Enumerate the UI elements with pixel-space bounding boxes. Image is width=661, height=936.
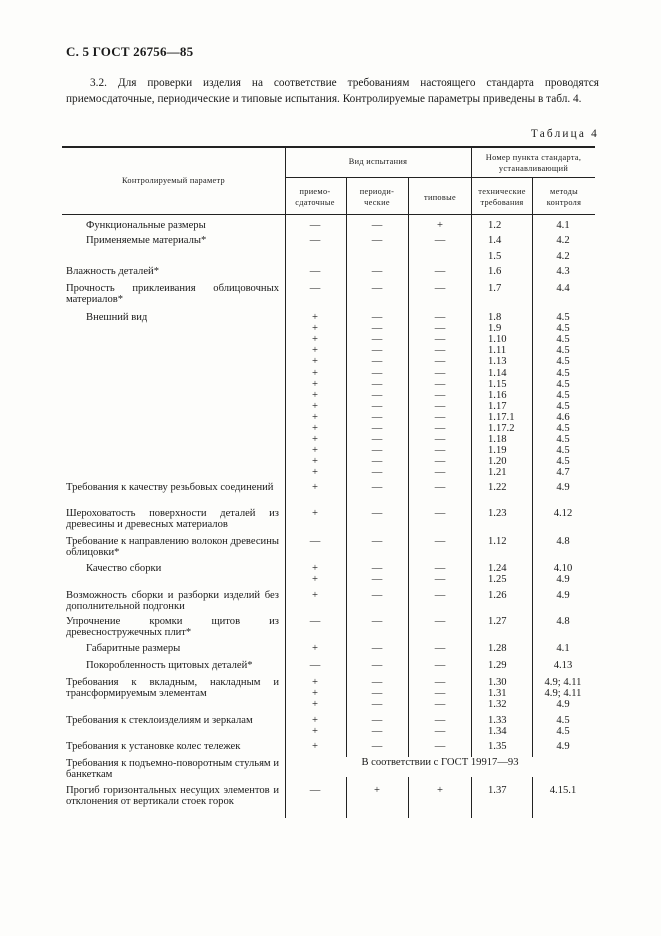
methods-cell: 4.5	[556, 434, 570, 446]
periodic-cell: —	[371, 726, 383, 738]
param-label: Габаритные размеры	[86, 643, 181, 654]
typical-cell: —	[434, 445, 446, 457]
methods-cell: 4.5	[556, 715, 570, 726]
col-divider-4b	[471, 777, 472, 818]
periodic-cell: —	[371, 220, 383, 231]
accept-cell: +	[312, 356, 318, 368]
periodic-cell: —	[371, 266, 383, 277]
typical-cell: —	[434, 699, 446, 711]
tech-req-cell: 1.8	[488, 312, 502, 323]
tech-req-cell: 1.20	[488, 456, 507, 468]
tech-req-cell: 1.6	[488, 266, 502, 277]
col-header-typical: типовые	[424, 193, 456, 202]
col-divider-4	[471, 146, 472, 757]
periodic-cell: +	[374, 785, 380, 796]
accept-cell: —	[309, 220, 321, 231]
typical-cell: —	[434, 616, 446, 627]
tech-req-cell: 1.11	[488, 345, 507, 357]
tech-req-cell: 1.34	[488, 726, 507, 738]
accept-cell: +	[312, 677, 318, 688]
methods-cell: 4.13	[553, 660, 573, 671]
methods-cell: 4.9; 4.11	[544, 688, 582, 700]
accept-cell: —	[309, 283, 321, 294]
col-header-test-type: Вид испытания	[348, 157, 408, 166]
tech-req-cell: 1.5	[488, 251, 502, 262]
typical-cell: —	[434, 590, 446, 601]
tech-req-cell: 1.18	[488, 434, 507, 446]
methods-cell: 4.5	[556, 456, 570, 468]
typical-cell: —	[434, 367, 446, 379]
typical-cell: —	[434, 536, 446, 547]
accept-cell: +	[312, 345, 318, 357]
col-header-param: Контролируемый параметр	[122, 176, 225, 185]
tech-req-cell: 1.30	[488, 677, 507, 688]
intro-paragraph	[66, 76, 599, 107]
tech-req-cell: 1.16	[488, 389, 507, 401]
tech-req-cell: 1.32	[488, 699, 507, 711]
methods-cell: 4.15.1	[549, 785, 577, 796]
periodic-cell: —	[371, 345, 383, 357]
accept-cell: +	[312, 715, 318, 726]
accept-cell: —	[309, 266, 321, 277]
tech-req-cell: 1.15	[488, 378, 507, 390]
typical-cell: —	[434, 563, 446, 574]
periodic-cell: —	[371, 590, 383, 601]
param-label: Шероховатость поверхности деталей из древесины и древесных материалов	[66, 508, 279, 531]
typical-cell: —	[434, 411, 446, 423]
typical-cell: —	[434, 715, 446, 726]
accept-cell: —	[309, 660, 321, 671]
param-label: Влажность деталей*	[66, 266, 160, 277]
accept-cell: +	[312, 334, 318, 346]
periodic-cell: —	[371, 323, 383, 335]
accept-cell: +	[312, 563, 318, 574]
periodic-cell: —	[371, 389, 383, 401]
periodic-cell: —	[371, 643, 383, 654]
accept-cell: +	[312, 482, 318, 493]
periodic-cell: —	[371, 456, 383, 468]
typical-cell: —	[434, 312, 446, 323]
methods-cell: 4.5	[556, 323, 570, 335]
typical-cell: —	[434, 508, 446, 519]
param-label: Требования к подъемно-поворотным стульям и банкеткам	[66, 758, 279, 781]
methods-cell: 4.6	[556, 411, 570, 423]
typical-cell: —	[434, 467, 446, 479]
periodic-cell: —	[371, 445, 383, 457]
param-label: Применяемые материалы*	[86, 235, 207, 246]
methods-cell: 4.9; 4.11	[544, 677, 582, 688]
table-header-mid-rule	[285, 177, 595, 178]
typical-cell: —	[434, 741, 446, 752]
methods-cell: 4.4	[556, 283, 570, 294]
methods-cell: 4.2	[556, 251, 570, 262]
tech-req-cell: 1.2	[488, 220, 502, 231]
tech-req-cell: 1.14	[488, 367, 507, 379]
col-header-periodic: периоди-ческие	[359, 187, 395, 207]
accept-cell: +	[312, 699, 318, 711]
accept-cell: —	[309, 785, 321, 796]
tech-req-cell: 1.17	[488, 400, 507, 412]
accept-cell: —	[309, 536, 321, 547]
typical-cell: —	[434, 726, 446, 738]
methods-cell: 4.8	[556, 616, 570, 627]
accept-cell: +	[312, 456, 318, 468]
accept-cell: +	[312, 378, 318, 390]
periodic-cell: —	[371, 536, 383, 547]
methods-cell: 4.12	[553, 508, 573, 519]
accept-cell: +	[312, 312, 318, 323]
standard-reference-note: В соответствии с ГОСТ 19917—93	[361, 757, 519, 768]
tech-req-cell: 1.13	[488, 356, 507, 368]
intro-text: 3.2. Для проверки изделия на соответствие требованиям настоящего стандарта проводятся приемосдаточные, периодические и типовые испытания. Контролируемые параметры приведены в табл. 4.	[66, 77, 599, 105]
methods-cell: 4.5	[556, 389, 570, 401]
typical-cell: —	[434, 677, 446, 688]
tech-req-cell: 1.27	[488, 616, 507, 627]
accept-cell: —	[309, 235, 321, 246]
periodic-cell: —	[371, 660, 383, 671]
tech-req-cell: 1.33	[488, 715, 507, 726]
param-label: Прочность приклеивания облицовочных материалов*	[66, 283, 279, 306]
accept-cell: +	[312, 688, 318, 700]
typical-cell: —	[434, 574, 446, 586]
periodic-cell: —	[371, 699, 383, 711]
accept-cell: +	[312, 367, 318, 379]
accept-cell: —	[309, 616, 321, 627]
typical-cell: —	[434, 660, 446, 671]
methods-cell: 4.9	[556, 699, 570, 711]
accept-cell: +	[312, 590, 318, 601]
periodic-cell: —	[371, 482, 383, 493]
methods-cell: 4.1	[556, 220, 570, 231]
accept-cell: +	[312, 400, 318, 412]
typical-cell: —	[434, 423, 446, 434]
typical-cell: —	[434, 482, 446, 493]
table-top-rule	[62, 146, 595, 148]
accept-cell: +	[312, 411, 318, 423]
table-header-bottom-rule	[62, 214, 595, 215]
tech-req-cell: 1.4	[488, 235, 502, 246]
accept-cell: +	[312, 467, 318, 479]
periodic-cell: —	[371, 434, 383, 446]
typical-cell: —	[434, 400, 446, 412]
col-divider-2b	[346, 777, 347, 818]
param-label: Внешний вид	[86, 312, 148, 323]
tech-req-cell: 1.21	[488, 467, 507, 479]
methods-cell: 4.5	[556, 334, 570, 346]
accept-cell: +	[312, 508, 318, 519]
param-label: Качество сборки	[86, 563, 162, 574]
accept-cell: +	[312, 726, 318, 738]
tech-req-cell: 1.26	[488, 590, 507, 601]
periodic-cell: —	[371, 563, 383, 574]
param-label: Требования к установке колес тележек	[66, 741, 241, 752]
param-label: Покоробленность щитовых деталей*	[86, 660, 253, 671]
tech-req-cell: 1.37	[488, 785, 507, 796]
tech-req-cell: 1.7	[488, 283, 502, 294]
typical-cell: —	[434, 345, 446, 357]
param-label: Требования к качеству резьбовых соединений	[66, 482, 274, 493]
periodic-cell: —	[371, 411, 383, 423]
periodic-cell: —	[371, 235, 383, 246]
typical-cell: —	[434, 323, 446, 335]
methods-cell: 4.8	[556, 536, 570, 547]
accept-cell: +	[312, 741, 318, 752]
typical-cell: —	[434, 434, 446, 446]
periodic-cell: —	[371, 367, 383, 379]
typical-cell: —	[434, 643, 446, 654]
periodic-cell: —	[371, 741, 383, 752]
col-header-std-item: Номер пункта стандарта, устанавливающий	[485, 153, 582, 173]
tech-req-cell: 1.35	[488, 741, 507, 752]
tech-req-cell: 1.25	[488, 574, 507, 586]
methods-cell: 4.9	[556, 574, 570, 586]
col-divider-5b	[532, 777, 533, 818]
param-label: Требования к вкладным, накладным и трансформируемым элементам	[66, 677, 279, 700]
tech-req-cell: 1.17.1	[488, 411, 515, 423]
param-label: Возможность сборки и разборки изделий без дополнительной подгонки	[66, 590, 279, 613]
typical-cell: —	[434, 389, 446, 401]
accept-cell: +	[312, 574, 318, 586]
accept-cell: +	[312, 323, 318, 335]
methods-cell: 4.1	[556, 643, 570, 654]
periodic-cell: —	[371, 356, 383, 368]
periodic-cell: —	[371, 312, 383, 323]
methods-cell: 4.5	[556, 312, 570, 323]
tech-req-cell: 1.12	[488, 536, 507, 547]
typical-cell: —	[434, 334, 446, 346]
param-label: Функциональные размеры	[86, 220, 206, 231]
periodic-cell: —	[371, 715, 383, 726]
param-label: Требование к направлению волокон древесины облицовки*	[66, 536, 279, 559]
methods-cell: 4.5	[556, 726, 570, 738]
methods-cell: 4.9	[556, 590, 570, 601]
methods-cell: 4.5	[556, 400, 570, 412]
accept-cell: +	[312, 389, 318, 401]
table-caption: Таблица 4	[530, 128, 599, 140]
typical-cell: —	[434, 266, 446, 277]
typical-cell: —	[434, 688, 446, 700]
periodic-cell: —	[371, 400, 383, 412]
methods-cell: 4.9	[556, 482, 570, 493]
typical-cell: —	[434, 378, 446, 390]
page-header: С. 5 ГОСТ 26756—85	[66, 44, 194, 59]
periodic-cell: —	[371, 574, 383, 586]
methods-cell: 4.2	[556, 235, 570, 246]
tech-req-cell: 1.24	[488, 563, 507, 574]
tech-req-cell: 1.28	[488, 643, 507, 654]
typical-cell: +	[437, 220, 443, 231]
typical-cell: —	[434, 235, 446, 246]
tech-req-cell: 1.17.2	[488, 423, 515, 434]
periodic-cell: —	[371, 423, 383, 434]
methods-cell: 4.5	[556, 345, 570, 357]
methods-cell: 4.3	[556, 266, 570, 277]
typical-cell: —	[434, 356, 446, 368]
tech-req-cell: 1.9	[488, 323, 502, 335]
typical-cell: —	[434, 456, 446, 468]
periodic-cell: —	[371, 677, 383, 688]
methods-cell: 4.5	[556, 356, 570, 368]
accept-cell: +	[312, 434, 318, 446]
methods-cell: 4.5	[556, 445, 570, 457]
typical-cell: +	[437, 785, 443, 796]
methods-cell: 4.10	[553, 563, 573, 574]
methods-cell: 4.5	[556, 378, 570, 390]
tech-req-cell: 1.22	[488, 482, 507, 493]
col-header-accept: приемо-сдаточные	[295, 187, 335, 207]
periodic-cell: —	[371, 334, 383, 346]
tech-req-cell: 1.10	[488, 334, 507, 346]
methods-cell: 4.7	[556, 467, 570, 479]
accept-cell: +	[312, 445, 318, 457]
param-label: Прогиб горизонтальных несущих элементов и отклонения от вертикали стоек горок	[66, 785, 279, 808]
tech-req-cell: 1.29	[488, 660, 507, 671]
periodic-cell: —	[371, 616, 383, 627]
tech-req-cell: 1.23	[488, 508, 507, 519]
methods-cell: 4.9	[556, 741, 570, 752]
methods-cell: 4.5	[556, 367, 570, 379]
accept-cell: +	[312, 643, 318, 654]
typical-cell: —	[434, 283, 446, 294]
col-divider-3b	[408, 777, 409, 818]
periodic-cell: —	[371, 378, 383, 390]
methods-cell: 4.5	[556, 423, 570, 434]
tech-req-cell: 1.31	[488, 688, 507, 700]
tech-req-cell: 1.19	[488, 445, 507, 457]
periodic-cell: —	[371, 467, 383, 479]
col-header-tech-req: технические требования	[478, 187, 526, 207]
periodic-cell: —	[371, 508, 383, 519]
col-header-methods: методы контроля	[546, 187, 582, 207]
param-label: Требования к стеклоизделиям и зеркалам	[66, 715, 253, 726]
periodic-cell: —	[371, 688, 383, 700]
accept-cell: +	[312, 423, 318, 434]
param-label: Упрочнение кромки щитов из древесностружечных плит*	[66, 616, 279, 639]
periodic-cell: —	[371, 283, 383, 294]
